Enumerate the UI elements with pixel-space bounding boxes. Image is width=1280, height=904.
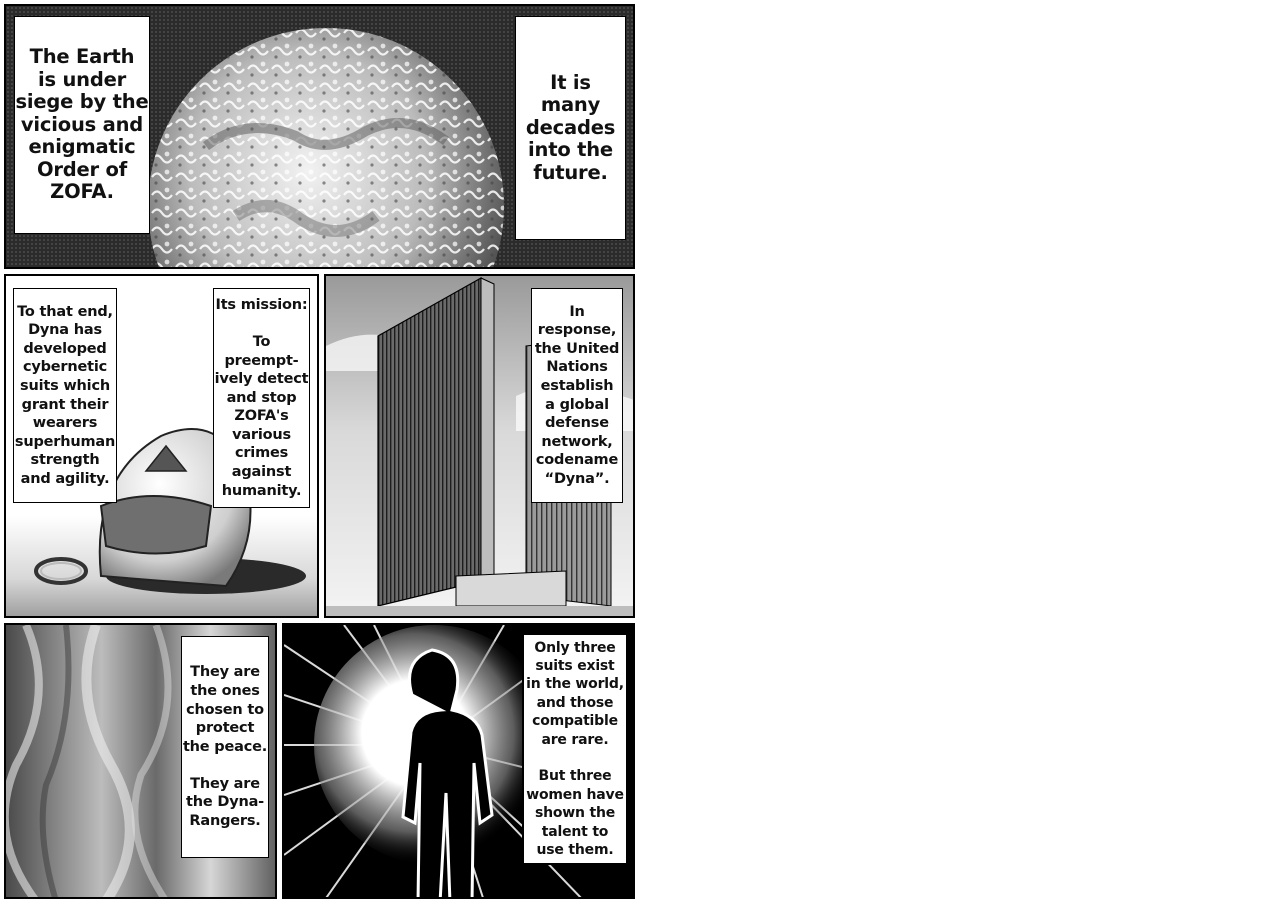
- caption-earth-left: The Earth is under siege by the vicious and enigmatic Order of ZOFA.: [14, 16, 150, 234]
- panel-silhouette: [282, 623, 635, 899]
- caption-earth-right: It is many decades into the future.: [515, 16, 626, 240]
- caption-helmet-right: Its mission: To preempt- ively detect and stop ZOFA's various crimes against humanity.: [213, 288, 310, 508]
- panel-texture: [4, 623, 277, 899]
- panel-helmet: [4, 274, 319, 618]
- panel-earth: [4, 4, 635, 269]
- caption-silhouette: Only three suits exist in the world, and those compatible are rare. But three women have shown the talent to use them.: [522, 633, 628, 865]
- panel-tower: [324, 274, 635, 618]
- caption-helmet-left: To that end, Dyna has developed cybernetic suits which grant their wearers superhuman strength and agility.: [13, 288, 117, 503]
- caption-tower: In response, the United Nations establish a global defense network, codename “Dyna”.: [531, 288, 623, 503]
- caption-rangers: They are the ones chosen to protect the peace. They are the Dyna- Rangers.: [181, 636, 269, 858]
